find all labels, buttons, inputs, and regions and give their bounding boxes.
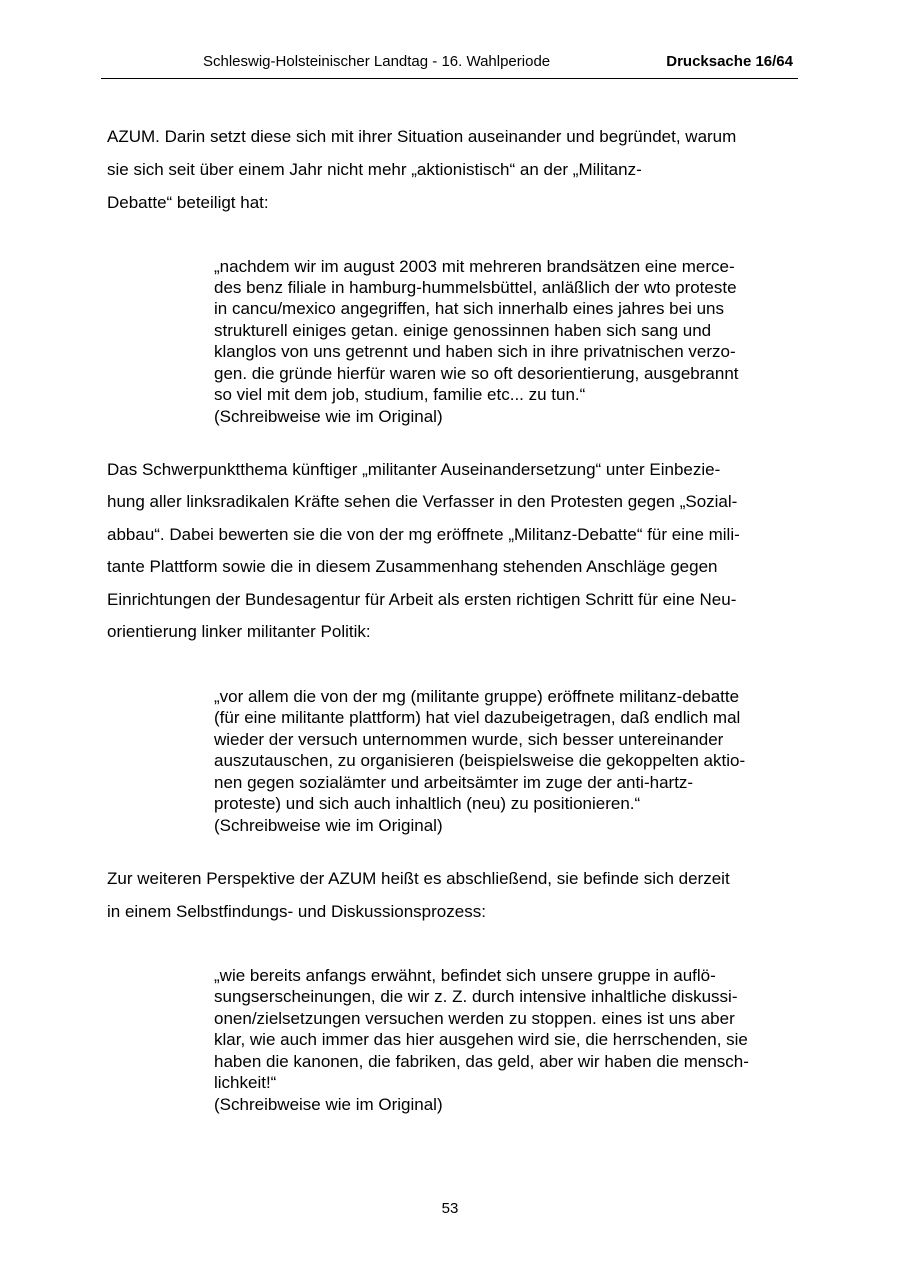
quote-2-line: wieder der versuch unternommen wurde, sich besser untereinander	[214, 730, 724, 749]
quote-3-line: haben die kanonen, die fabriken, das geld, aber wir haben die mensch-	[214, 1052, 749, 1071]
quote-2-source-note: (Schreibweise wie im Original)	[214, 816, 443, 835]
paragraph-2-line: orientierung linker militanter Politik:	[107, 622, 371, 641]
paragraph-2-line: abbau“. Dabei bewerten sie die von der mg eröffnete „Militanz-Debatte“ für eine mili-	[107, 525, 740, 544]
quote-1-line: des benz filiale in hamburg-hummelsbüttel, anläßlich der wto proteste	[214, 278, 737, 297]
quote-3-line: lichkeit!“	[214, 1073, 277, 1092]
paragraph-1-line: Debatte“ beteiligt hat:	[107, 193, 269, 212]
quote-1-line: „nachdem wir im august 2003 mit mehreren brandsätzen eine merce-	[214, 257, 735, 276]
quote-3-line: klar, wie auch immer das hier ausgehen wird sie, die herrschenden, sie	[214, 1030, 748, 1049]
quote-1-source-note: (Schreibweise wie im Original)	[214, 407, 443, 426]
quote-1-line: so viel mit dem job, studium, familie etc... zu tun.“	[214, 385, 586, 404]
paragraph-1-line: sie sich seit über einem Jahr nicht mehr „aktionistisch“ an der „Militanz-	[107, 160, 642, 179]
paragraph-3-line: in einem Selbstfindungs- und Diskussionsprozess:	[107, 902, 486, 921]
page-header	[101, 52, 798, 79]
quote-2-line: nen gegen sozialämter und arbeitsämter im zuge der anti-hartz-	[214, 773, 694, 792]
quote-3-line: sungserscheinungen, die wir z. Z. durch intensive inhaltliche diskussi-	[214, 987, 738, 1006]
paragraph-2-line: Das Schwerpunktthema künftiger „militanter Auseinandersetzung“ unter Einbezie-	[107, 460, 721, 479]
quote-2-line: „vor allem die von der mg (militante gruppe) eröffnete militanz-debatte	[214, 687, 740, 706]
quote-2-line: (für eine militante plattform) hat viel dazubeigetragen, daß endlich mal	[214, 708, 741, 727]
quote-1-line: strukturell einiges getan. einige genossinnen haben sich sang und	[214, 321, 712, 340]
paragraph-3-line: Zur weiteren Perspektive der AZUM heißt es abschließend, sie befinde sich derzeit	[107, 869, 730, 888]
paragraph-2-line: hung aller linksradikalen Kräfte sehen die Verfasser in den Protesten gegen „Sozial-	[107, 492, 738, 511]
paragraph-1-line: AZUM. Darin setzt diese sich mit ihrer Situation auseinander und begründet, warum	[107, 127, 737, 146]
header-title: Schleswig-Holsteinischer Landtag - 16. Wahlperiode	[203, 53, 551, 70]
quote-1-line: klanglos von uns getrennt und haben sich in ihre privatnischen verzo-	[214, 342, 736, 361]
paragraph-2-line: Einrichtungen der Bundesagentur für Arbeit als ersten richtigen Schritt für eine Neu-	[107, 590, 737, 609]
quote-1-line: in cancu/mexico angegriffen, hat sich innerhalb eines jahres bei uns	[214, 299, 724, 318]
quote-1-line: gen. die gründe hierfür waren wie so oft desorientierung, ausgebrannt	[214, 364, 739, 383]
document-number: Drucksache 16/64	[666, 53, 793, 70]
quote-2-line: auszutauschen, zu organisieren (beispielsweise die gekoppelten aktio-	[214, 751, 746, 770]
paragraph-2-line: tante Plattform sowie die in diesem Zusammenhang stehenden Anschläge gegen	[107, 557, 718, 576]
page-number: 53	[441, 1200, 459, 1217]
quote-2-line: proteste) und sich auch inhaltlich (neu) zu positionieren.“	[214, 794, 641, 813]
quote-3-line: „wie bereits anfangs erwähnt, befindet sich unsere gruppe in auflö-	[214, 966, 716, 985]
quote-3-line: onen/zielsetzungen versuchen werden zu stoppen. eines ist uns aber	[214, 1009, 735, 1028]
quote-3-source-note: (Schreibweise wie im Original)	[214, 1095, 443, 1114]
